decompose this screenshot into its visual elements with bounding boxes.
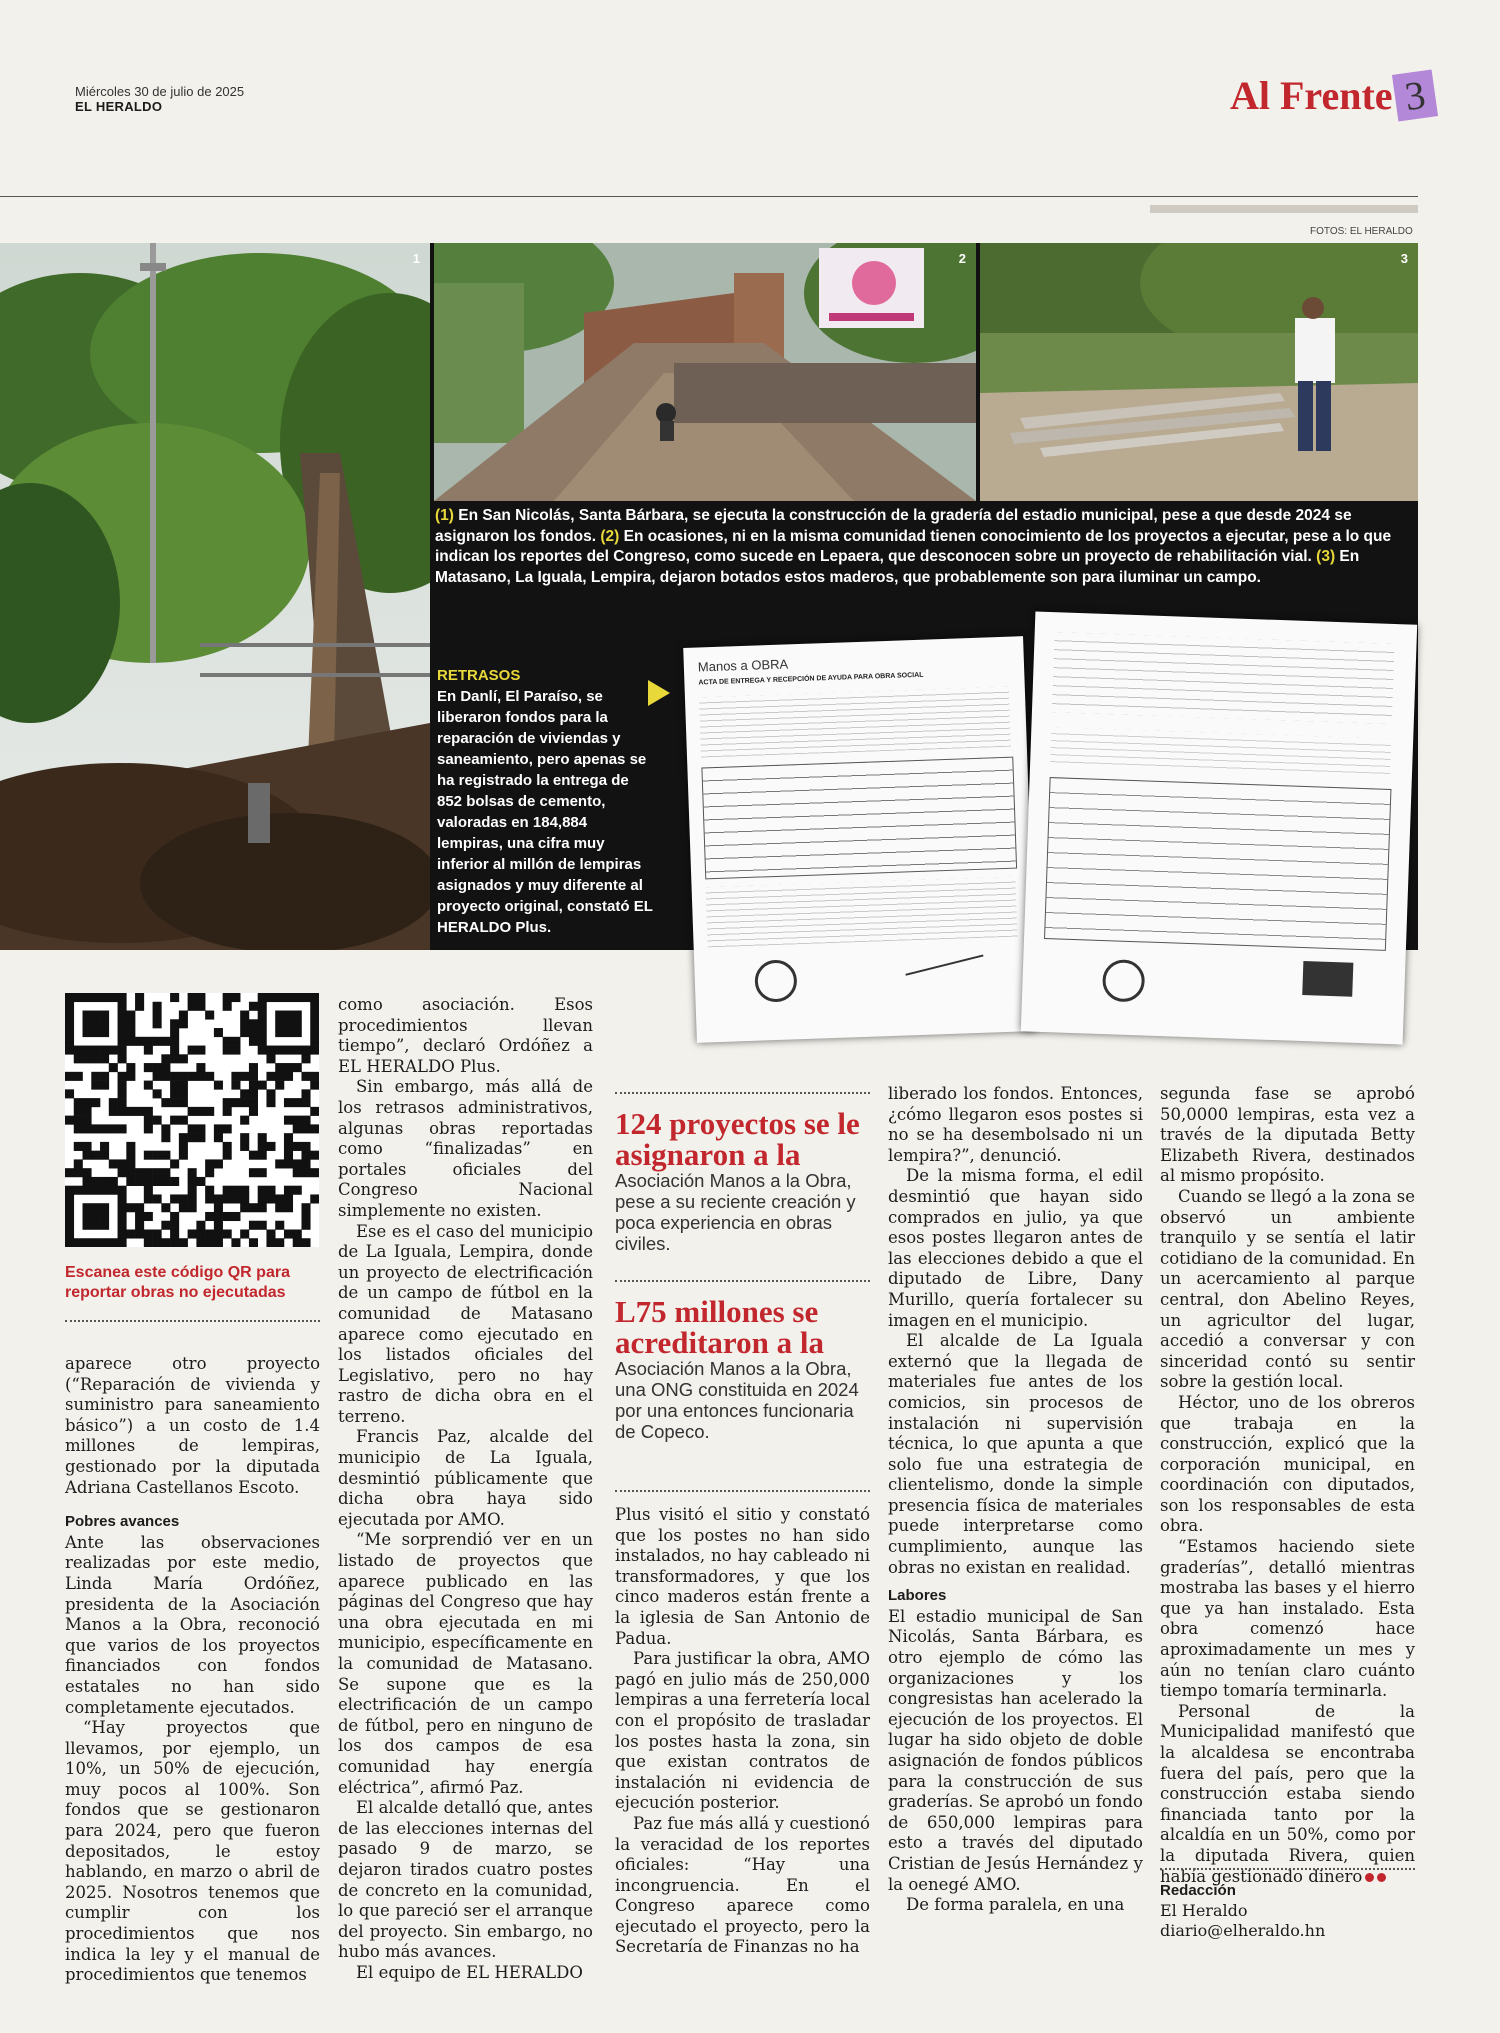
- doc-text-lines: [699, 687, 1011, 758]
- delivery-act-document: [683, 636, 1037, 1043]
- stadium-photo-illustration: [0, 243, 430, 950]
- poles-photo-illustration: [980, 243, 1418, 501]
- page-number: 3: [1391, 69, 1437, 121]
- signature-label: Redacción: [1160, 1882, 1236, 1899]
- col2-paragraph: Francis Paz, alcalde del municipio de La Iguala, desmintió públicamente que dicha obra haya sido ejecutada por AMO.: [338, 1427, 593, 1529]
- col1-paragraph: aparece otro proyecto (“Reparación de vivienda y suministro para saneamiento básico”) a un costo de 1.4 millones de lempiras, gestionado por la diputada Adriana Castellanos Escoto.: [65, 1354, 320, 1497]
- photo-credit: FOTOS: EL HERALDO: [1310, 226, 1413, 237]
- signature-email[interactable]: diario@elheraldo.hn: [1160, 1921, 1326, 1940]
- col4-paragraph: De forma paralela, en una: [906, 1895, 1125, 1915]
- qr-divider: [65, 1320, 320, 1322]
- highlight-divider-top: [615, 1092, 870, 1094]
- arrow-right-icon: [648, 680, 670, 706]
- col1-paragraph: Ante las observaciones realizadas por este medio, Linda María Ordóñez, presidenta de la Asociación Manos a la Obra, reconoció que varios de los proyectos financiados con fondos estatales no han sido completamente ejecutados.: [65, 1532, 320, 1717]
- receipt-table: [1044, 777, 1391, 951]
- qr-code[interactable]: [65, 993, 319, 1247]
- photo-number-1: 1: [412, 251, 420, 266]
- highlight-divider-mid: [615, 1280, 870, 1282]
- receipt-stamp-icon: [1302, 961, 1353, 997]
- col2-paragraph: como asociación. Esos procedimientos llevan tiempo”, declaró Ordóñez a EL HERALDO Plus.: [338, 995, 593, 1076]
- doc-signature-icon: [905, 954, 983, 975]
- col5-paragraph: Héctor, uno de los obreros que trabaja en la construcción, explicó que la corporación municipal, en coordinación con diputados, son los responsables de esta obra.: [1160, 1392, 1415, 1536]
- col5-paragraph: segunda fase se aprobó 50,0000 lempiras, esta vez a través de la diputada Betty Elizabeth Rivera, destinados al mismo propósito.: [1160, 1084, 1415, 1186]
- col4-paragraph: El estadio municipal de San Nicolás, Santa Bárbara, es otro ejemplo de cómo las organizaciones y los congresistas han acelerado la ejecución de los proyectos. El lugar ha sido objeto de doble asignación de fondos públicos para la construcción de sus graderías. Se aprobó un fondo de 650,000 lempiras para esto a través del diputado Cristian de Jesús Hernández y la oenegé AMO.: [888, 1606, 1143, 1894]
- caption-text-3: En Matasano, La Iguala, Lempira, dejaron botados estos maderos, que probablemente son para iluminar un campo.: [435, 548, 1360, 586]
- col3-paragraph: Para justificar la obra, AMO pagó en julio más de 250,000 lempiras a una ferretería local con el propósito de trasladar los postes hasta la zona, sin que existan contratos de instalación ni evidencia de ejecución posterior.: [615, 1649, 871, 1813]
- photo-rural-road: [434, 243, 976, 501]
- photo-caption: [435, 506, 1400, 588]
- col3-paragraph: Plus visitó el sitio y constató que los postes no han sido instalados, no hay cableado ni transformadores, y que los cinco maderos están frente a la iglesia de San Antonio de Padua.: [615, 1505, 870, 1648]
- doc-table: [701, 757, 1017, 880]
- doc-title: ACTA DE ENTREGA Y RECEPCIÓN DE AYUDA PARA OBRA SOCIAL: [698, 671, 924, 687]
- highlight-2-title: L75 millones se acreditaron a la: [615, 1294, 824, 1360]
- bleed-strip: [1150, 205, 1418, 213]
- col4-paragraph: El alcalde de La Iguala externó que la llegada de materiales fue antes de los comicios, sin procesos de instalación ni supervisión técnica, lo que apunta a que solo fue una estrategia de clientelismo, donde la simple presencia física de materiales puede interpretarse como cumplimiento, aunque las obras no existan en realidad.: [888, 1331, 1143, 1577]
- column-5: [1160, 1084, 1415, 1887]
- qr-caption: Escanea este código QR para reportar obras no ejecutadas: [65, 1264, 290, 1301]
- section-label: Al Frente: [1230, 73, 1393, 118]
- qr-code-icon: [65, 993, 319, 1247]
- col5-paragraph: [1160, 1702, 1415, 1887]
- doc-notes: [706, 877, 1018, 948]
- col2-paragraph: “Me sorprendió ver en un listado de proyectos que aparece publicado en las páginas del Congreso que hay una obra ejecutada en mi municipio, específicamente en la comunidad de Matasano. Se supone que es la electrificación de un campo de fútbol, pero en ninguno de los dos campos de esa comunidad hay energía eléctrica”, afirmó Paz.: [338, 1530, 593, 1797]
- signature-divider: [1160, 1868, 1415, 1870]
- column-3: [615, 1505, 870, 1958]
- caption-number-3: (3): [1316, 548, 1336, 565]
- col5-paragraph: Cuando se llegó a la zona se observó un ambiente tranquilo y se sentía el latir cotidiano de la comunidad. En un acercamiento al parque central, don Abelino Reyes, un agricultor del lugar, accedió a conversar y con sinceridad contó su sentir sobre la gestión local.: [1160, 1186, 1416, 1392]
- photo-number-2: 2: [958, 251, 966, 266]
- highlight-75-millones: [615, 1296, 870, 1442]
- issue-date: Miércoles 30 de julio de 2025: [75, 84, 245, 99]
- retrasos-title: RETRASOS: [437, 667, 521, 684]
- col5-paragraph: “Estamos haciendo siete graderías”, detalló mientras mostraba las bases y el hierro que ya han instalado. Esta obra comenzó hace aproximadamente un mes y aún no tenían claro cuánto tiempo tomaría terminarla.: [1160, 1537, 1415, 1701]
- col5-last-text: Personal de la Municipalidad manifestó que la alcaldesa se encontraba fuera del país, pero que la construcción estaba siendo financiada tanto por la alcaldía en un 50%, como por la diputada Rivera, quien había gestionado dinero: [1160, 1701, 1415, 1886]
- caption-text-2: En ocasiones, ni en la misma comunidad tienen conocimiento de los proyectos a ejecutar, pese a lo que indican los reportes del Congreso, como sucede en Lepaera, que desconocen sobre un proyecto de rehabilitación vial.: [435, 527, 1392, 565]
- highlight-1-title: 124 proyectos se le asignaron a la: [615, 1106, 860, 1172]
- signature-name: El Heraldo: [1160, 1901, 1248, 1920]
- photo-number-3: 3: [1400, 251, 1408, 266]
- doc-logo: Manos a OBRA: [697, 656, 789, 675]
- column-4: [888, 1084, 1143, 1916]
- col2-paragraph: El alcalde detalló que, antes de las elecciones internas del pasado 9 de marzo, se dejaron tirados cuatro postes de concreto en la comunidad, lo que pareció ser el arranque del proyecto. Sin embargo, no hubo más avances.: [338, 1798, 593, 1962]
- signature-block: [1160, 1880, 1415, 1941]
- col4-paragraph: De la misma forma, el edil desmintió que hayan sido comprados en julio, ya que esos postes llegaron antes de las elecciones debido a que el diputado de Libre, Dany Murillo, quería fortalecer su imagen en el municipio.: [888, 1166, 1143, 1330]
- highlight-1-text: Asociación Manos a la Obra, pese a su reciente creación y poca experiencia en obras civiles.: [615, 1170, 856, 1254]
- caption-number-1: (1): [435, 507, 454, 524]
- col2-paragraph: Ese es el caso del municipio de La Iguala, Lempira, donde un proyecto de electrificación de un campo de fútbol en la comunidad de Matasano aparece como ejecutado en los listados oficiales del Legislativo, pero no hay rastro de dicha obra en el terreno.: [338, 1221, 593, 1426]
- col2-paragraph: El equipo de EL HERALDO: [356, 1962, 583, 1982]
- doc-seal-icon: [754, 959, 797, 1002]
- col2-paragraph: Sin embargo, más allá de los retrasos administrativos, algunas obras reportadas como “finalizadas” en portales oficiales del Congreso Nacional simplemente no existen.: [338, 1077, 593, 1220]
- highlight-divider-bottom: [615, 1490, 870, 1492]
- caption-number-2: (2): [600, 527, 620, 545]
- road-photo-illustration: [434, 243, 976, 501]
- photo-abandoned-poles: [980, 243, 1418, 501]
- col1-paragraph: “Hay proyectos que llevamos, por ejemplo, un 10%, un 50% de ejecución, muy pocos al 100%. Son fondos que se gestionaron para 2024, pero que fueron depositados, le estoy hablando, en marzo o abril de 2025. Nosotros tenemos que cumplir con los procedimientos que nos indica la ley y el manual de procedimientos que tenemos: [65, 1718, 320, 1985]
- column-2: [338, 995, 593, 1984]
- column-1: [65, 1354, 320, 1986]
- receipt-text-lines: [1050, 727, 1391, 779]
- header-rule: [0, 196, 1418, 197]
- receipt-header-lines: [1052, 632, 1395, 724]
- subhead-labores: Labores: [888, 1587, 947, 1605]
- subhead-pobres-avances: Pobres avances: [65, 1513, 180, 1531]
- receipt-seal-icon: [1102, 959, 1145, 1002]
- col3-paragraph: Paz fue más allá y cuestionó la veracidad de los reportes oficiales: “Hay una incongruencia. En el Congreso aparece como ejecutado el proyecto, pero la Secretaría de Finanzas no ha: [615, 1813, 870, 1957]
- highlight-124-proyectos: [615, 1108, 870, 1254]
- receipt-document: [1021, 611, 1417, 1044]
- photo-stadium-construction: [0, 243, 430, 950]
- highlight-2-text: Asociación Manos a la Obra, una ONG constituida en 2024 por una entonces funcionaria de Copeco.: [615, 1358, 859, 1442]
- col4-paragraph: liberado los fondos. Entonces, ¿cómo llegaron esos postes si no se ha desembolsado ni un lempira?”, denunció.: [888, 1084, 1143, 1165]
- caption-text-1: En San Nicolás, Santa Bárbara, se ejecuta la construcción de la gradería del estadio municipal, pese a que desde 2024 se asignaron los fondos.: [435, 507, 1352, 545]
- retrasos-text: En Danlí, El Paraíso, se liberaron fondos para la reparación de viviendas y saneamiento, pero apenas se ha registrado la entrega de 852 bolsas de cemento, valoradas en 184,884 lempiras, una cifra muy inferior al millón de lempiras asignados y muy diferente al proyecto original, constató EL HERALDO Plus.: [437, 688, 653, 936]
- section-title: [1230, 72, 1435, 119]
- newspaper-name: EL HERALDO: [75, 99, 163, 114]
- retrasos-box: [437, 665, 655, 938]
